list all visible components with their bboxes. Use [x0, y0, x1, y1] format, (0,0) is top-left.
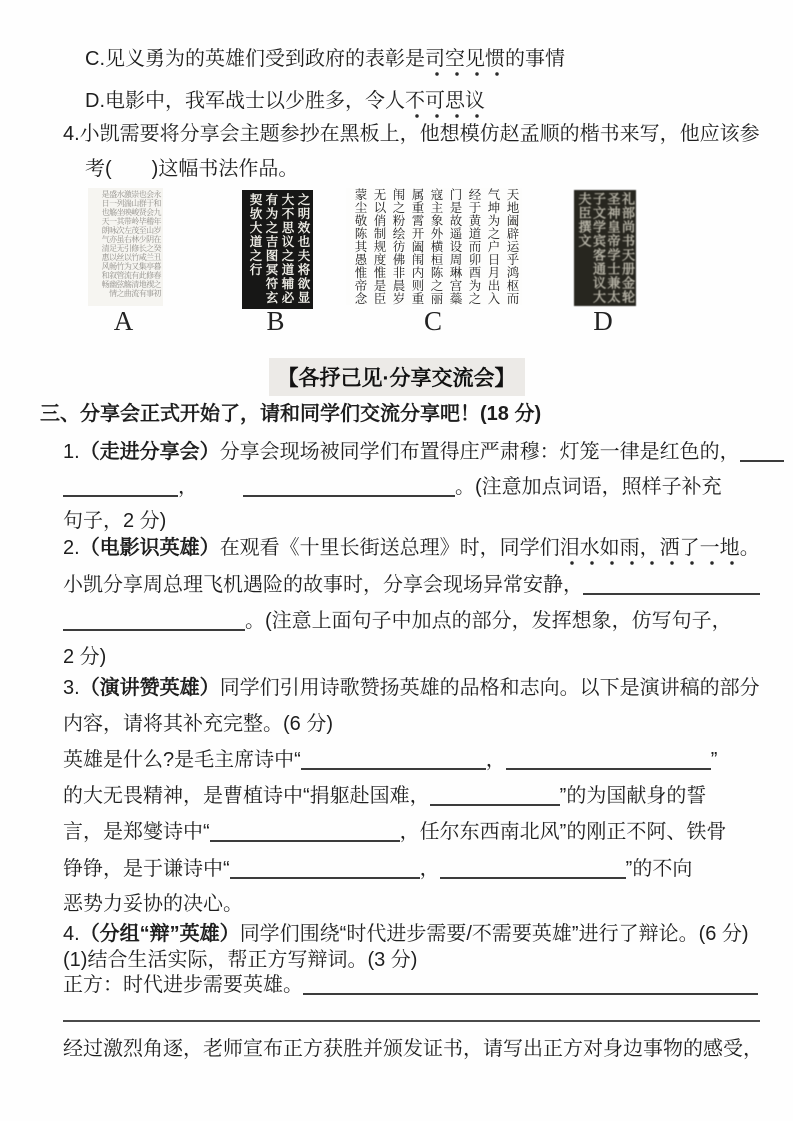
q1-comma: ，	[178, 476, 198, 498]
option-c-line	[85, 46, 565, 73]
q4-tag: （分组“辩”英雄）	[79, 923, 240, 945]
q4-number: 4.	[63, 923, 80, 945]
calligraphy-artwork-c: 天地阖辟运乎鸿枢而气坤为之户日月出入经于黄道而卯酉为之门是故遥设周琳宫蘂寇主象外横桓陈之丽属重霄开阖闱内则重闱之粉绘彷佛非晨岁无以俏制规度惟是臣蒙尘敬陈其愚惟帝念	[346, 188, 522, 305]
answer-blank	[63, 607, 245, 631]
answer-blank	[210, 818, 400, 842]
q2-emphasis: 泪水如雨，洒了一地	[560, 537, 740, 566]
q4-lead: 同学们围绕“时代进步需要/不需要英雄”进行了辩论。(6 分)	[239, 923, 749, 945]
q3-tag: （演讲赞英雄）	[79, 677, 220, 699]
q3-line3	[63, 746, 717, 774]
q4-line3	[63, 971, 758, 999]
q2-line2-text: 小凯分享周总理飞机遇险的故事时，分享会现场异常安静，	[63, 574, 583, 596]
answer-blank	[430, 782, 560, 806]
question4-line2: 考( )这幅书法作品。	[85, 158, 299, 180]
q2-period: 。	[739, 537, 760, 559]
option-c-text: C.见义勇为的英雄们受到政府的表彰是	[85, 48, 425, 70]
q1-note: 。(注意加点词语，照样子补充	[455, 476, 722, 498]
q3-line5	[63, 818, 726, 846]
option-d-text: D.电影中，我军战士以少胜多，令人	[85, 90, 405, 112]
q2-line4: 2 分)	[63, 646, 107, 668]
q3-line6-post: ”的不向	[625, 858, 693, 880]
option-c-tail: 的事情	[505, 48, 565, 70]
q1-line1	[63, 438, 784, 466]
q1-line3: 句子，2 分)	[63, 510, 167, 532]
q3-line5-pre: 言，是郑燮诗中“	[63, 821, 210, 843]
q3-line3-pre: 英雄是什么?是毛主席诗中“	[63, 749, 301, 771]
answer-blank	[303, 971, 758, 995]
q2-line3	[63, 607, 732, 635]
q3-line7: 恶势力妥协的决心。	[63, 893, 243, 915]
q1-tag: （走进分享会）	[79, 441, 220, 463]
section3-title: 三、分享会正式开始了，请和同学们交流分享吧！(18 分)	[40, 403, 542, 425]
q1-line2	[63, 473, 722, 501]
q3-line6	[63, 855, 692, 883]
option-d-line	[85, 88, 485, 115]
q1-number: 1.	[63, 441, 80, 463]
q2-note: 。(注意上面句子中加点的部分，发挥想象，仿写句子，	[245, 610, 732, 632]
section-banner: 【各抒己见·分享交流会】	[269, 358, 525, 396]
q3-line2: 内容，请将其补充完整。(6 分)	[63, 713, 333, 735]
artwork-label-a: A	[113, 306, 134, 336]
answer-blank	[440, 855, 626, 879]
q3-line3-close: ”	[710, 749, 718, 771]
question4-line1: 4.小凯需要将分享会主题参抄在黑板上，他想模仿赵孟顺的楷书来写，他应该参	[63, 123, 760, 145]
q2-lead: 在观看《十里长街送总理》时，同学们	[219, 537, 560, 559]
q3-line1	[63, 675, 760, 702]
answer-blank	[63, 473, 178, 497]
q3-line6-pre: 铮铮，是于谦诗中“	[63, 858, 230, 880]
option-d-emphasis: 不可思议	[405, 90, 485, 119]
calligraphy-artwork-b: 之明效也夫将欲显大不思议之道辅必有为之吉图冥符玄契欤大道之行	[242, 190, 313, 309]
q3-line3-comma: ，	[485, 749, 506, 771]
calligraphy-artwork-a: 永和九年岁在癸丑暮春之初会于会稽山阴之兰亭修禊事也群贤毕至少长咸集此地有崇山峻岭茂林修竹又有清流激湍映带左右引以为流觞曲水列坐其次虽无丝竹管弦之盛一觞一咏亦足以畅叙幽情是日也天朗气清惠风和畅	[88, 188, 163, 306]
q2-tag: （电影识英雄）	[79, 537, 220, 559]
q1-lead: 分享会现场被同学们布置得庄严肃穆：灯笼一律是红色的，	[219, 441, 740, 463]
q2-line2	[63, 571, 760, 599]
answer-blank	[583, 571, 760, 595]
calligraphy-artwork-d: 礼部尚书天册金轮圣神皇帝学士兼太子文学宾客通议大夫臣撰文	[574, 190, 636, 306]
footer-sentence: 经过激烈角逐，老师宣布正方获胜并颁发证书，请写出正方对身边事物的感受，	[63, 1038, 763, 1060]
answer-rule-line	[63, 1020, 760, 1022]
artwork-label-c: C	[423, 306, 442, 336]
answer-blank	[301, 746, 486, 770]
artwork-label-b: B	[266, 306, 285, 336]
q3-number: 3.	[63, 677, 80, 699]
option-c-emphasis: 司空见惯	[425, 48, 505, 77]
q3-line6-comma: ，	[419, 858, 440, 880]
q3-line5-post: ，任尔东西南北风”的刚正不阿、铁骨	[399, 821, 727, 843]
q4-line1	[63, 921, 749, 948]
q3-line4-post: ”的为国献身的誓	[559, 785, 707, 807]
q3-line4-pre: 的大无畏精神，是曹植诗中“捐躯赴国难，	[63, 785, 430, 807]
q4-line3-text: 正方：时代进步需要英雄。	[63, 974, 303, 996]
artwork-label-d: D	[593, 306, 613, 336]
q4-line2: (1)结合生活实际，帮正方写辩词。(3 分)	[63, 949, 418, 971]
answer-blank	[740, 438, 784, 462]
answer-blank	[243, 473, 455, 497]
q3-line4	[63, 782, 706, 810]
answer-blank	[506, 746, 711, 770]
answer-blank	[230, 855, 420, 879]
q2-number: 2.	[63, 537, 80, 559]
q2-line1	[63, 535, 760, 562]
q3-lead: 同学们引用诗歌赞扬英雄的品格和志向。以下是演讲稿的部分	[219, 677, 760, 699]
